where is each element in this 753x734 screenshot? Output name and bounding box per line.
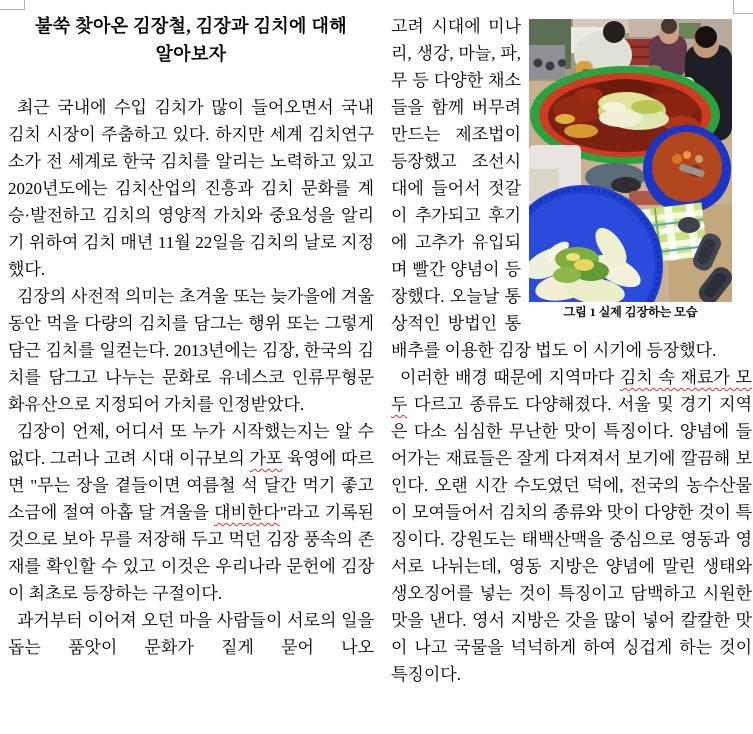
text-run: 과거부터 이어져 오던 마을 사람들이 서로의 일을 돕는 품앗이 문화가 짙게 묻어 나오 <box>8 611 374 657</box>
kimjang-photo-illustration <box>529 19 732 302</box>
text-run: 최근 국내에 수입 김치가 많이 들어오면서 국내 김치 시장이 주춤하고 있다. 하지만 세계 김치연구소가 전 세계로 한국 김치를 알리는 노력하고 있고 2020년도에는 김치산업의 진흥과 김치 문화를 계승·발전하고 김치의 영양적 가치와 중요성을 알리기 위하여 김치 매년 11월 22일을 김치의 날로 지정했다. <box>8 98 374 279</box>
text-run: 육영에 따르면 "무는 장을 곁들이면 여름철 석 달간 먹기 좋고 소금에 절여 아홉 달 겨울을 <box>8 449 374 522</box>
text-run: 김장의 사전적 의미는 초겨울 또는 늦가을에 겨울 동안 먹을 다량의 김치를 담그는 행위 또는 그렇게 담근 김치를 일컫는다. 2013년에는 김장, 한국의 김치를 담그고 나누는 문화로 유네스코 인류무형문화유산으로 지정되어 가치를 인정받았다. <box>8 287 374 414</box>
figure-caption: 그림 1 실제 김장하는 모습 <box>563 305 698 319</box>
text-run: 김장이 언제, 어디서 또 누가 시작했는지는 알 수 없다. 그러나 고려 시대 이규보의 <box>8 422 374 468</box>
page-title <box>8 12 374 68</box>
text-run: 이러한 배경 때문에 지역마다 <box>400 368 620 387</box>
spellcheck-underline-word: 가포 <box>249 449 283 468</box>
spellcheck-underline-word: 대비한다 <box>214 503 280 522</box>
text-run: 고려 시대에 미나리, 생강, 마늘, 파, 무 등 다양한 채소들을 함께 버무려 만드는 제조법이 등장했고 조선시대에 들어서 젓갈이 추가되고 후기에 고추가 유입되며 빨간 양념이 등장했다. 오늘날 통상적인 방법인 통배추를 이용한 김장 법도 이 시기에 등장했다. <box>391 17 717 360</box>
body-paragraph <box>8 607 374 661</box>
body-paragraph <box>8 94 374 283</box>
body-paragraph <box>8 283 374 418</box>
body-paragraph <box>8 418 374 607</box>
left-column <box>8 0 374 661</box>
right-column <box>391 0 752 688</box>
body-paragraph <box>391 364 752 688</box>
spellcheck-underline-word: 김치 속 재료가 모두 <box>391 368 752 414</box>
figure-kimjang <box>529 19 732 320</box>
left-column-text <box>8 94 374 661</box>
seasoning-bowl <box>643 125 731 213</box>
page-title-line2: 알아보자 <box>155 44 227 64</box>
page-title-line1: 불쑥 찾아온 김장철, 김장과 김치에 대해 <box>35 16 347 36</box>
text-run: "라고 기록된 것으로 보아 무를 저장해 두고 먹던 김장 풍속의 존재를 확인할 수 있고 이것은 우리나라 문헌에 김장이 최초로 등장하는 구절이다. <box>8 503 374 603</box>
text-run: 다르고 종류도 다양해졌다. 서울 및 경기 지역은 다소 심심한 무난한 맛이 특징이다. 양념에 들어가는 재료들은 잘게 다져져서 보기에 깔끔해 보인다. 오랜 시간 수도였던 덕에, 전국의 농수산물이 모여들어서 김치의 종류와 맛이 다양한 것이 특징이다. 강원도는 태백산맥을 중심으로 영동과 영서로 나뉘는데, 영동 지방은 양념에 말린 생태와 생오징어를 넣는 것이 특징이고 담백하고 시원한 맛을 낸다. 영서 지방은 갓을 많이 넣어 칼칼한 맛이 나고 국물을 넉넉하게 하여 싱겁게 하는 것이 특징이다. <box>391 395 752 684</box>
